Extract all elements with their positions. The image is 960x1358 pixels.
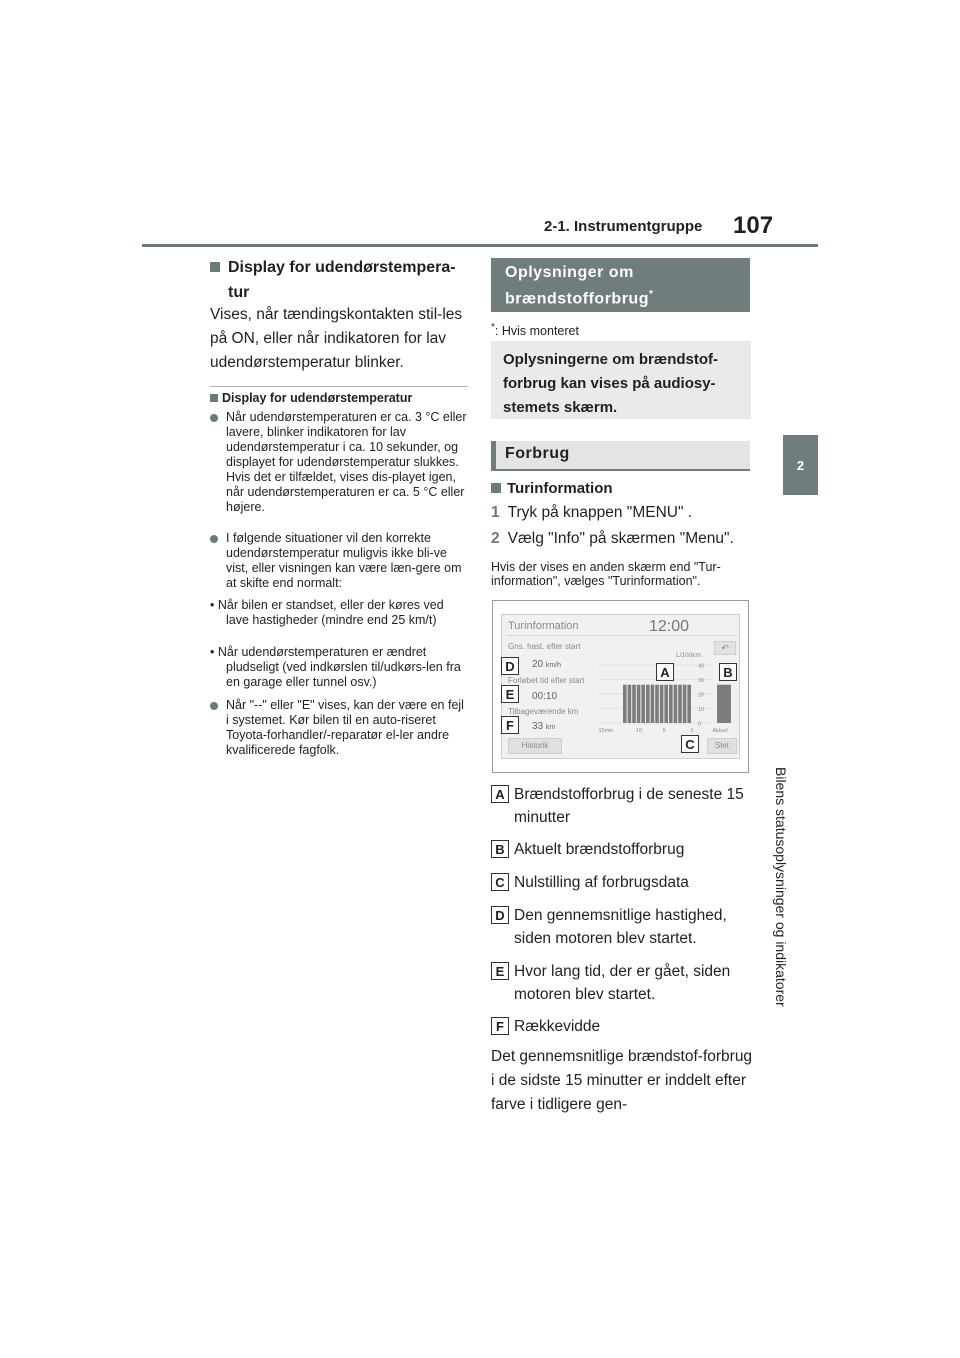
history-bar	[678, 685, 682, 723]
legend-text: Den gennemsnitlige hastighed, siden motoren blev startet.	[514, 907, 727, 947]
square-bullet-icon	[210, 394, 218, 402]
range-unit: km	[545, 724, 556, 731]
closing-paragraph: Det gennemsnitlige brændstof-forbrug i de sidste 15 minutter er inddelt efter farve i tidligere gen-	[491, 1048, 753, 1113]
avg-speed-unit: km/h	[545, 662, 562, 669]
round-bullet-icon	[210, 414, 218, 422]
step-2	[491, 530, 734, 548]
history-bar	[623, 685, 627, 723]
list-item	[210, 410, 468, 525]
unit-label: L/100km	[676, 652, 701, 659]
x-tick-label: 10	[635, 728, 643, 734]
step-text: Vælg "Info" på skærmen "Menu".	[507, 530, 734, 547]
subheading-text: Turinformation	[507, 480, 613, 497]
chapter-tab: 2	[783, 435, 818, 495]
history-bar	[641, 685, 645, 723]
history-bar	[655, 685, 659, 723]
sub-list-item: • Når bilen er standset, eller der køres ved lave hastigheder (mindre end 25 km/t)	[210, 598, 444, 627]
callout-a: A	[656, 663, 674, 681]
legend-text: Nulstilling af forbrugsdata	[514, 874, 689, 891]
chapter-side-title-text: Bilens statusoplysninger og indikatorer	[773, 767, 789, 1007]
avg-speed-number: 20	[532, 659, 544, 670]
list-item	[210, 531, 468, 591]
list-item	[210, 698, 468, 763]
intro-box: Oplysningerne om brændstof-forbrug kan vises på audiosy-stemets skærm.	[491, 341, 751, 419]
legend-key: F	[491, 1017, 509, 1035]
left-heading-text: Display for udendørstempera-tur	[228, 259, 456, 301]
square-bullet-icon	[210, 262, 220, 272]
step-number: 1	[491, 504, 500, 521]
footnote-mark: *	[491, 322, 495, 333]
step-number: 2	[491, 530, 500, 547]
section-heading	[491, 441, 750, 471]
callout-d: D	[501, 657, 519, 675]
x-tick-label: 15min	[598, 728, 614, 734]
history-bar	[687, 685, 691, 723]
legend-text: Aktuelt brændstofforbrug	[514, 841, 685, 858]
x-tick-label: 5	[662, 728, 666, 734]
sub-list-item: • Når udendørstemperaturen er ændret pludseligt (ved indkørslen til/udkørs-len fra en garage eller tunnel osv.)	[210, 645, 461, 689]
y-tick-label: 20	[698, 692, 705, 699]
screen-title: Turinformation	[508, 620, 579, 632]
history-bar	[651, 685, 655, 723]
callout-b: B	[719, 663, 737, 681]
footnote-text: : Hvis monteret	[494, 324, 579, 339]
history-bar	[628, 685, 632, 723]
topic-title: Oplysninger om brændstofforbrug	[505, 264, 649, 308]
legend-key: E	[491, 962, 509, 980]
bullet-text: Når udendørstemperaturen er ca. 3 °C eller lavere, blinker indikatoren for lav udendørstemperatur i ca. 10 sekunder, og displayet for udendørstemperatur slukkes. Hvis det er tilfældet, vises dis-playet igen, når udendørstemperaturen er ca. 5 °C eller højere.	[226, 410, 467, 514]
avg-speed-label: Gns. hast. efter start	[508, 642, 581, 651]
chapter-side-title	[772, 505, 822, 1007]
elapsed-label: Forløbet tid efter start	[508, 676, 585, 685]
square-bullet-icon	[491, 483, 501, 493]
section-heading-text: Forbrug	[505, 445, 570, 462]
legend-text: Brændstofforbrug i de seneste 15 minutter	[514, 786, 744, 826]
legend-key: C	[491, 873, 509, 891]
header-rule	[142, 244, 818, 247]
callout-f: F	[501, 716, 519, 734]
bullet-text: I følgende situationer vil den korrekte udendørstemperatur muligvis ikke bli-ve vist, eller visningen kan være læn-gere om at skifte end normalt:	[226, 531, 462, 590]
current-bar	[717, 685, 731, 723]
round-bullet-icon	[210, 535, 218, 543]
range-label: Tilbageværende km	[508, 707, 579, 716]
x-tick-label: Aktuel	[712, 728, 728, 734]
history-bar	[664, 685, 668, 723]
range-number: 33	[532, 721, 544, 732]
consumption-chart	[502, 615, 741, 760]
legend-key: B	[491, 840, 509, 858]
y-tick-label: 40	[698, 663, 705, 670]
note: Hvis der vises en anden skærm end "Tur-information", vælges "Turinformation".	[491, 560, 721, 588]
legend-key: D	[491, 906, 509, 924]
trip-info-screen	[501, 614, 740, 759]
screen-clock: 12:00	[649, 618, 690, 635]
page-number: 107	[733, 212, 774, 239]
step-1	[491, 504, 692, 522]
footnote	[491, 322, 579, 338]
round-bullet-icon	[210, 702, 218, 710]
legend-text: Rækkevidde	[514, 1018, 601, 1035]
footnote-mark: *	[648, 289, 654, 300]
legend-text: Hvor lang tid, der er gået, siden motoren blev startet.	[514, 963, 731, 1003]
section-heading-bar	[491, 441, 496, 471]
callout-c: C	[681, 735, 699, 753]
section-title: 2-1. Instrumentgruppe	[544, 218, 703, 235]
history-bar	[637, 685, 641, 723]
step-text: Tryk på knappen "MENU" .	[507, 504, 693, 521]
history-bar	[669, 685, 673, 723]
history-bar	[646, 685, 650, 723]
divider	[210, 386, 468, 387]
history-bar	[632, 685, 636, 723]
delete-button[interactable]: Slet	[707, 738, 737, 754]
back-arrow-icon[interactable]: ↶	[714, 641, 736, 655]
topic-title-box	[491, 258, 750, 312]
subheading	[491, 480, 613, 497]
history-bar	[683, 685, 687, 723]
y-tick-label: 0	[698, 721, 702, 728]
legend-key: A	[491, 785, 509, 803]
elapsed-value: 00:10	[532, 691, 558, 702]
history-button[interactable]: Historik	[508, 738, 562, 754]
left-body: Vises, når tændingskontakten stil-les på ON, eller når indikatoren for lav udendørstemperatur blinker.	[210, 306, 463, 371]
left-subheading	[210, 391, 412, 405]
y-tick-label: 10	[698, 707, 705, 713]
history-bar	[660, 685, 664, 723]
history-bar	[674, 685, 678, 723]
x-tick-label: 0	[690, 728, 694, 734]
callout-e: E	[501, 685, 519, 703]
y-tick-label: 30	[698, 678, 705, 684]
trip-info-figure	[492, 600, 749, 773]
left-heading	[210, 255, 470, 305]
left-subheading-text: Display for udendørstemperatur	[222, 391, 413, 405]
bullet-text: Når "--" eller "E" vises, kan der være en fejl i systemet. Kør bilen til en auto-riseret Toyota-forhandler/-reparatør el-ler andre kvalificerede fagfolk.	[226, 698, 464, 757]
